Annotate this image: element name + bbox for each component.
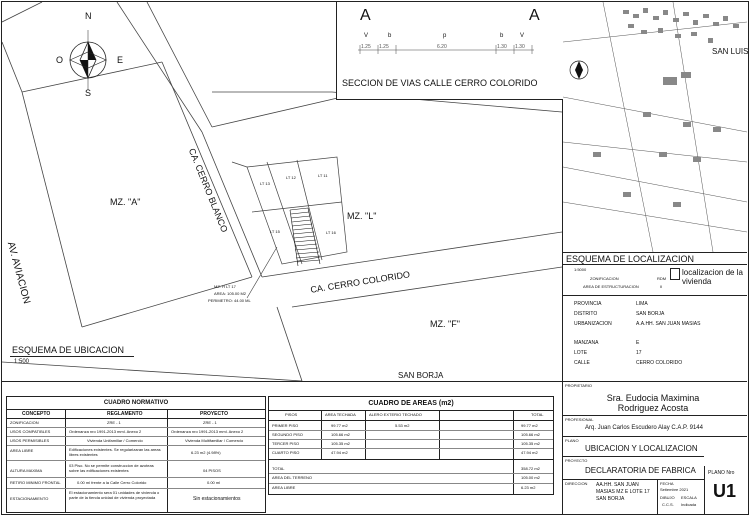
floor-area: 47.94 m2: [331, 450, 348, 455]
info-key: URBANIZACION: [574, 321, 612, 327]
legend-swatch: [670, 268, 680, 280]
lane-label: p: [443, 33, 447, 39]
col-header: REGLAMENTO: [107, 411, 143, 417]
floor-label: TERCER PISO: [272, 441, 300, 446]
row-value: Ordenanza nro 1991-2013 mml. Anexo 2: [69, 429, 142, 434]
table-rule: [269, 439, 553, 440]
info-key: PROVINCIA: [574, 301, 602, 307]
table-col: [513, 410, 514, 494]
info-value: LIMA: [636, 301, 648, 307]
location-map: [563, 2, 747, 252]
info-value: E: [636, 340, 640, 346]
sheet-number: U1: [713, 481, 737, 501]
lane-label: b: [388, 33, 392, 39]
lot-label: LT 11: [318, 173, 328, 178]
normative-table: [6, 396, 266, 513]
areas-title: CUADRO DE AREAS (m2): [368, 400, 454, 407]
lot-label: LT 13: [260, 181, 270, 186]
lane-label: b: [500, 33, 504, 39]
san-luis-label: SAN LUIS: [712, 47, 749, 56]
street-cerro-blanco-label: CA. CERRO BLANCO: [186, 146, 230, 234]
plan-title: ESQUEMA DE UBICACION: [12, 345, 125, 355]
section-marker-right: A: [529, 7, 540, 24]
title-rule: [563, 436, 747, 437]
street-san-borja-label: SAN BORJA: [398, 371, 444, 380]
plan-scale: 1:500: [14, 359, 30, 365]
lane-label: V: [364, 33, 369, 39]
lot-label: LT 12: [286, 175, 296, 180]
table-rule: [7, 409, 265, 410]
owner-label: PROPIETARIO: [565, 383, 593, 388]
fecha-label: FECHA: [660, 481, 674, 486]
row-value: 6.23 m2 (4.98%): [191, 450, 221, 455]
section-dim: 1.30: [515, 44, 525, 50]
table-rule: [7, 427, 265, 428]
row-value: Ordenanza nro 1991-2013 mml. Anexo 2: [171, 429, 244, 434]
section-dim: 1.25: [379, 44, 389, 50]
plan-title-underline: [10, 356, 134, 357]
info-divider: [563, 295, 747, 296]
table-rule: [269, 459, 553, 460]
floor-total: 99.77 m2: [521, 423, 538, 428]
bottom-band-divider: [1, 381, 563, 382]
col-header: PISOS: [285, 412, 298, 417]
table-rule: [269, 483, 553, 484]
floor-area: 105.66 m2: [331, 432, 350, 437]
location-title: ESQUEMA DE LOCALIZACION: [566, 254, 695, 264]
floor-area: 99.77 m2: [331, 423, 348, 428]
location-title-rule: [563, 264, 747, 265]
table-col: [439, 410, 440, 459]
south-label: S: [85, 88, 92, 98]
table-rule: [7, 436, 265, 437]
row-value: Sin estacionamientos: [193, 496, 241, 502]
row-label: ESTACIONAMIENTO: [10, 496, 49, 501]
plano-nro-label: PLANO Nro: [708, 470, 735, 476]
block-l-label: MZ. "L": [347, 211, 377, 221]
dir-line: MASIAS MZ E LOTE 17: [596, 489, 650, 495]
total-value: 358.72 m2: [521, 466, 540, 471]
info-value: 17: [636, 350, 642, 356]
row-label: ZONIFICACION: [10, 420, 39, 425]
info-value: A.A.HH. SAN JUAN MASIAS: [636, 321, 701, 327]
table-col: [365, 410, 366, 459]
table-rule: [7, 445, 265, 446]
info-key: CALLE: [574, 360, 590, 366]
proyecto-label: PROYECTO: [565, 458, 588, 463]
block-a-label: MZ. "A": [110, 197, 141, 207]
table-rule: [7, 460, 265, 461]
section-marker-left: A: [360, 7, 371, 24]
info-key: DISTRITO: [574, 311, 598, 317]
row-value: Vivienda Unifamiliar / Comercio: [87, 438, 143, 443]
north-arrow: [60, 8, 120, 96]
zone-label: ZONIFICACION: [590, 276, 619, 281]
lot-note-line: AREA: 105.00 M2: [214, 291, 247, 296]
row-value: 0.00 ml: [207, 480, 221, 485]
title-rule: [563, 479, 704, 480]
prof-label: PROFESIONAL: [565, 417, 594, 422]
floor-total: 105.35 m2: [521, 441, 540, 446]
location-legend: localizacion de la vivienda: [682, 268, 743, 286]
title-block: [563, 381, 747, 515]
street-aviacion-label: AV. AVIACION: [4, 240, 32, 306]
lot-label: LT 15: [270, 229, 280, 234]
east-label: E: [117, 55, 124, 65]
col-header: TOTAL: [531, 412, 544, 417]
prof-name: Arq. Juan Carlos Escudero Alay C.A.P. 9144: [585, 425, 703, 431]
fecha-value: Setiembre 2021: [660, 487, 689, 492]
floor-eave: 5.53 m2: [395, 423, 410, 428]
table-rule: [269, 473, 553, 474]
table-rule: [7, 488, 265, 489]
row-label: RETIRO MINIMO FRONTAL: [10, 480, 61, 485]
table-rule: [269, 410, 553, 411]
floor-total: 105.66 m2: [521, 432, 540, 437]
west-label: O: [56, 55, 64, 65]
table-col: [321, 410, 322, 459]
street-cerro-colorido-label: CA. CERRO COLORIDO: [309, 269, 411, 295]
row-value: 03 Piso. No se permite construccion de azoteas sobre las edificaciones existentes: [69, 463, 154, 473]
total-value: 6.23 m2: [521, 485, 536, 490]
lane-label: V: [520, 33, 525, 39]
table-rule: [269, 448, 553, 449]
plano-label: PLANO: [565, 438, 579, 443]
row-label: USOS PERMISIBLES: [10, 438, 50, 443]
lot-label: LT 16: [326, 230, 336, 235]
dir-label: DIRECCION: [565, 481, 588, 486]
title-rule: [563, 456, 704, 457]
section-dim: 1.25: [361, 44, 371, 50]
dir-line: AA.HH. SAN JUAN: [596, 482, 639, 488]
info-value: SAN BORJA: [636, 311, 665, 317]
table-rule: [7, 477, 265, 478]
row-value: ZRE - 1: [107, 420, 121, 425]
north-label: N: [85, 11, 92, 21]
location-title-underline: [563, 252, 747, 253]
owner-name: Sra. Eudocia Maximina Rodriguez Acosta: [606, 393, 700, 413]
total-label: AREA DEL TERRENO: [272, 475, 313, 480]
section-dim: 1.30: [497, 44, 507, 50]
row-value: 0.00 ml frente a la Calle Cerro Colorido: [77, 480, 147, 485]
floor-label: PRIMER PISO: [272, 423, 299, 428]
row-value: 04 PISOS: [203, 468, 221, 473]
proyecto-name: DECLARATORIA DE FABRICA: [585, 466, 696, 475]
info-key: LOTE: [574, 350, 588, 356]
floor-label: SEGUNDO PISO: [272, 432, 303, 437]
col-header: CONCEPTO: [22, 411, 51, 417]
areas-table: [268, 396, 554, 495]
zone-value: RDM: [657, 276, 667, 281]
table-rule: [269, 430, 553, 431]
table-rule: [269, 420, 553, 421]
total-label: TOTAL: [272, 466, 285, 471]
info-table: [574, 298, 744, 370]
floor-label: CUARTO PISO: [272, 450, 300, 455]
title-rule: [657, 479, 658, 515]
area-row-value: II: [660, 284, 663, 289]
row-label: AREA LIBRE: [10, 448, 34, 453]
escala-label: ESCALA: [681, 495, 697, 500]
dir-line: SAN BORJA: [596, 496, 625, 502]
area-row-label: AREA DE ESTRUCTURACION: [583, 284, 639, 289]
plano-name: UBICACION Y LOCALIZACION: [585, 444, 698, 453]
col-header: PROYECTO: [200, 411, 228, 417]
escala-value: Indicada: [681, 502, 697, 507]
floor-area: 105.35 m2: [331, 441, 350, 446]
total-label: AREA LIBRE: [272, 485, 296, 490]
row-value: El estacionamiento sera 01 unidades de vivienda o parte de la tienda unidad de vivienda proyectada: [69, 490, 160, 500]
row-value: Edificaciones existentes. Se regularizaran las areas libres existentes: [69, 447, 161, 457]
floor-total: 47.94 m2: [521, 450, 538, 455]
title-rule: [563, 415, 747, 416]
info-value: CERRO COLORIDO: [636, 360, 683, 366]
location-scale: 1:5000: [574, 267, 587, 272]
table-rule: [7, 418, 265, 419]
normative-title: CUADRO NORMATIVO: [103, 400, 169, 406]
row-label: USOS COMPATIBLES: [10, 429, 51, 434]
block-f-label: MZ. "F": [430, 319, 460, 329]
total-value: 105.00 m2: [521, 475, 540, 480]
row-value: ZRE - 1: [203, 420, 217, 425]
section-dim: 6.20: [437, 44, 447, 50]
col-header: AREA TECHADA: [325, 412, 356, 417]
section-title: SECCION DE VIAS CALLE CERRO COLORIDO: [342, 78, 538, 88]
row-label: ALTURA MAXIMA: [10, 468, 43, 473]
row-value: Vivienda Multifamiliar / Comercio: [185, 438, 244, 443]
dibujo-label: DIBUJO: [660, 495, 675, 500]
lot-note-line: MZ. H LT 17: [214, 284, 236, 289]
col-header: ALERO EXTERIO TECHADO: [369, 412, 422, 417]
info-key: MANZANA: [574, 340, 599, 346]
lot-note-line: PERIMETRO: 44.00 ML: [208, 298, 251, 303]
dibujo-value: C.C.S.: [662, 502, 674, 507]
